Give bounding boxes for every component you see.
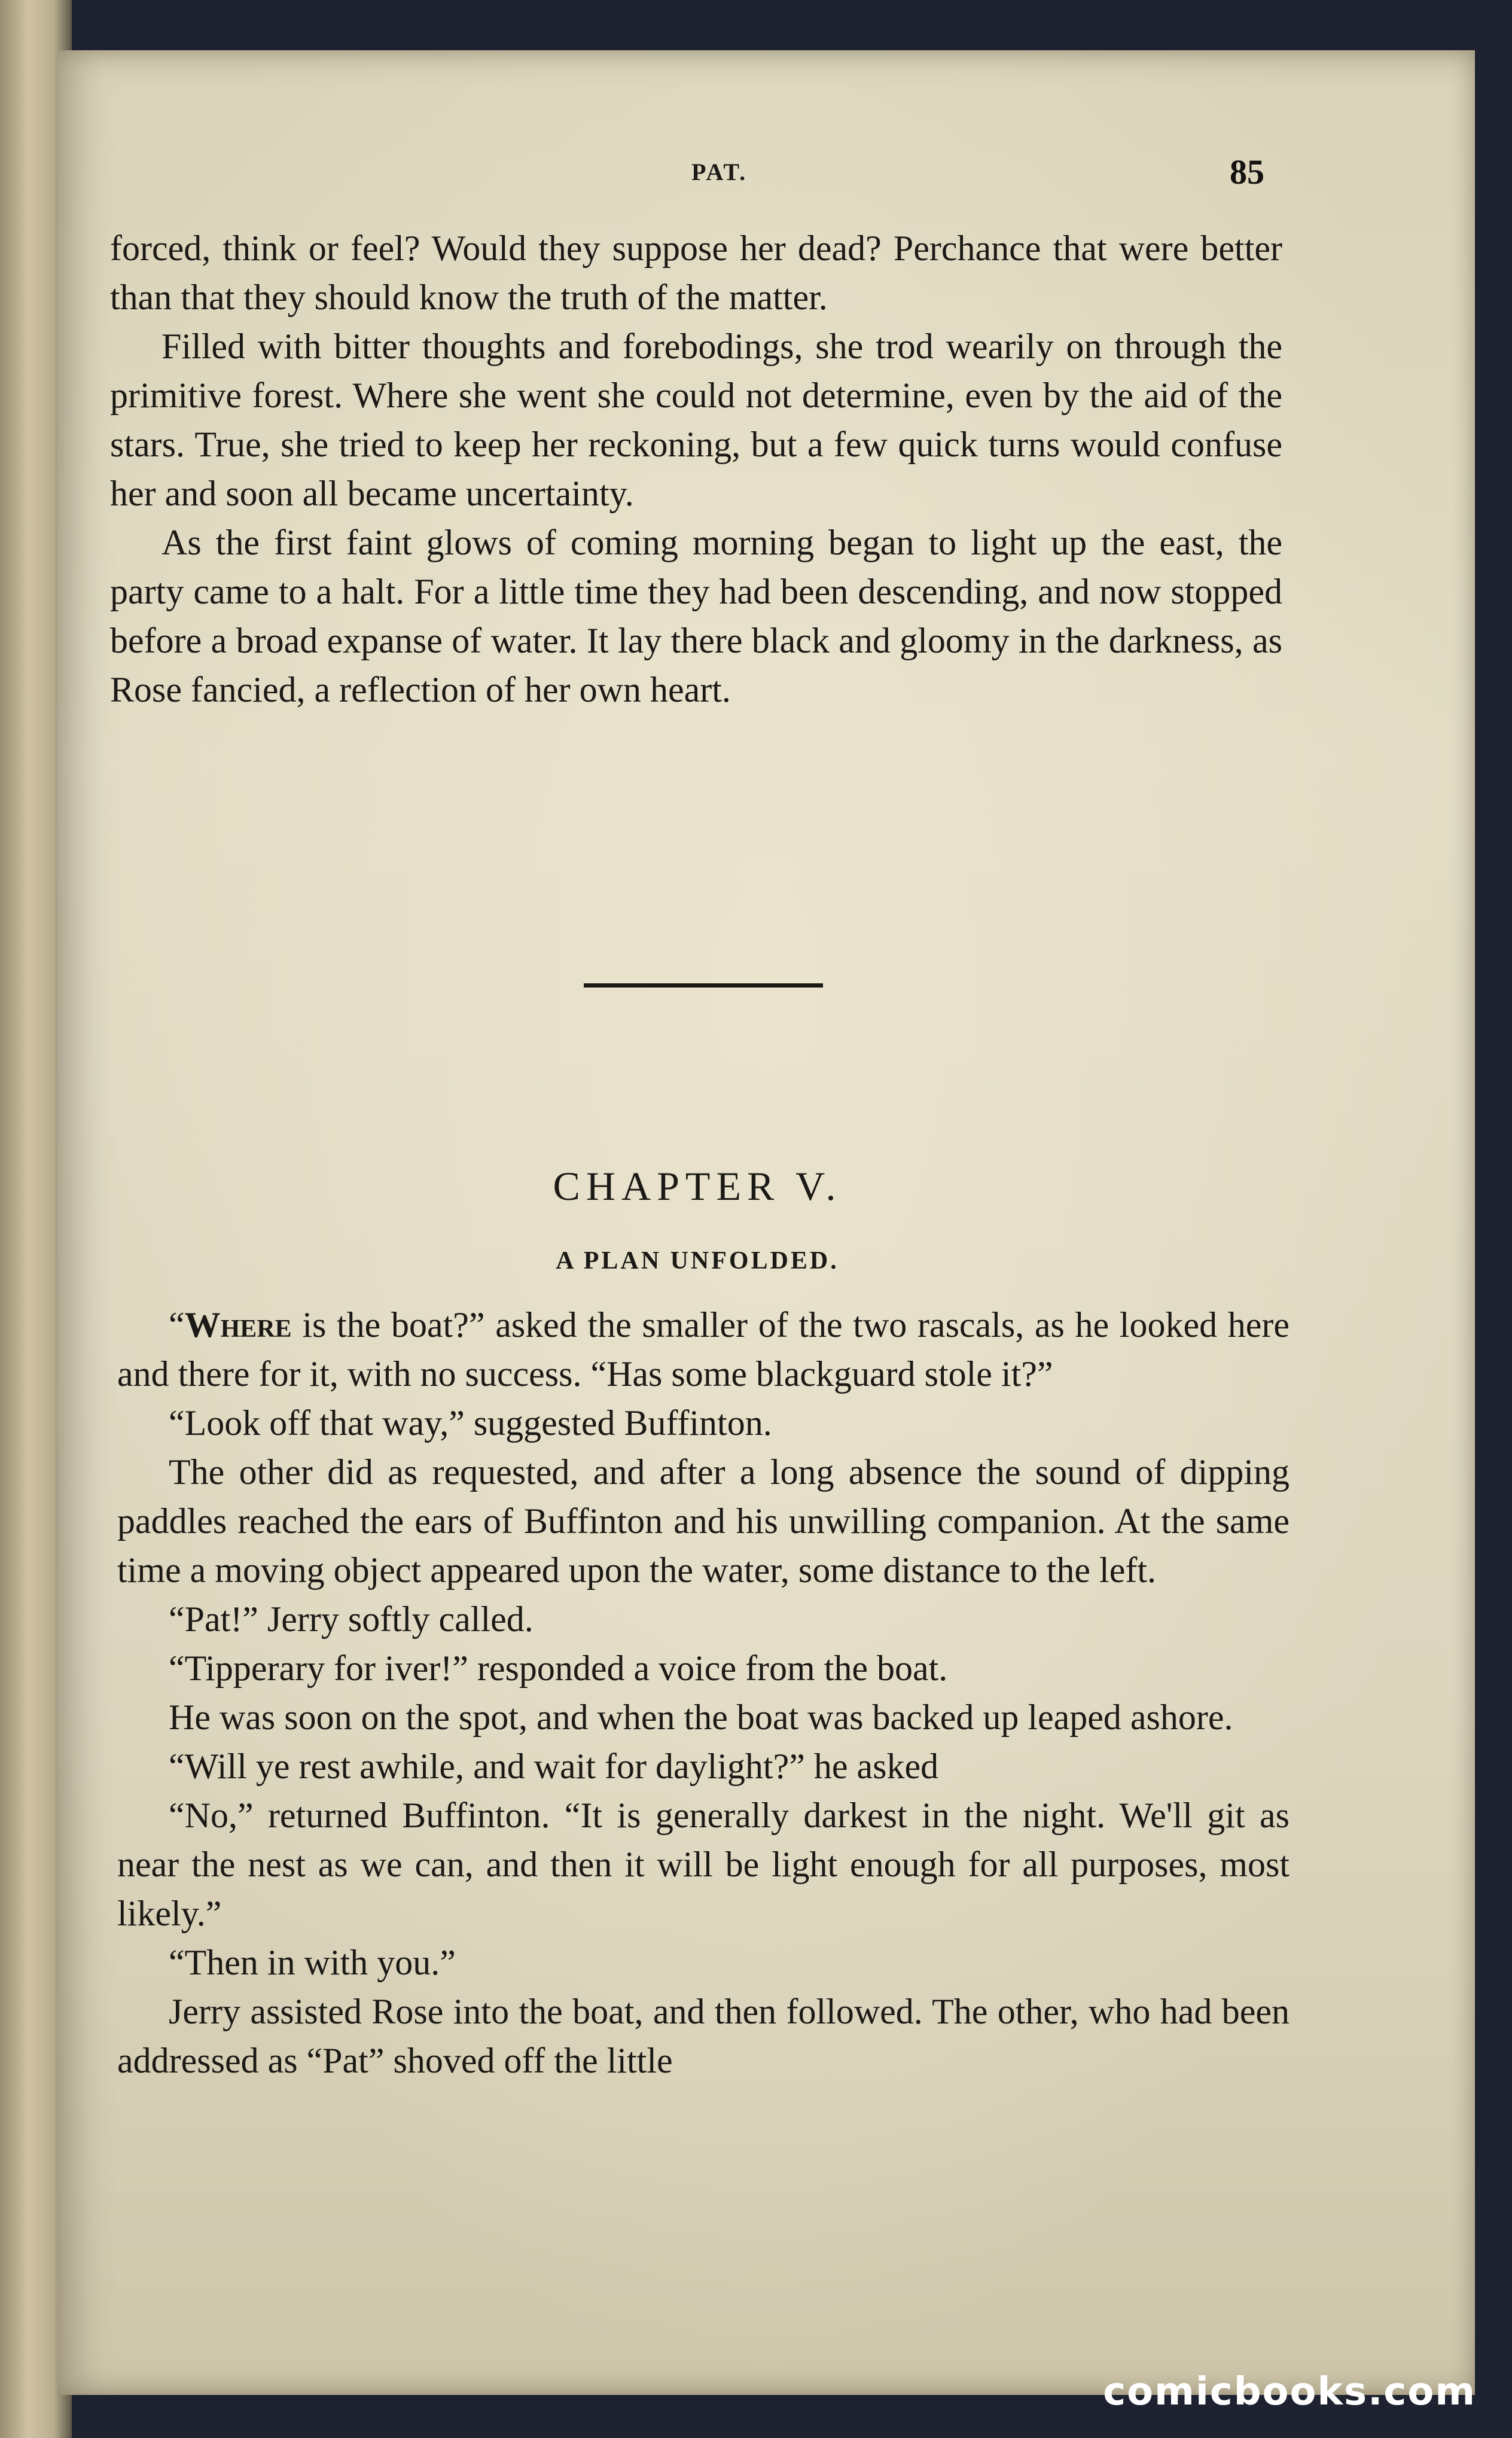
page-number: 85 [1230,153,1264,191]
paragraph: “Look off that way,” suggested Buffinton. [169,1403,772,1443]
paragraph-rest: is the boat?” asked the smaller of the two rascals, as he looked here and there for it, with no success. “Has some blackguard stole it?” [117,1305,1290,1394]
text-block-bottom [117,1300,1290,2085]
paragraph: “Tipperary for iver!” responded a voice from the boat. [169,1648,948,1688]
open-quote: “ [169,1305,185,1345]
section-divider [584,983,823,988]
paragraph: He was soon on the spot, and when the boat was backed up leaped ashore. [169,1698,1233,1737]
paragraph: forced, think or feel? Would they suppose her dead? Perchance that were better than that they should know the truth of the matter. [110,228,1282,317]
watermark: comicbooks.com [1103,2370,1476,2414]
paragraph: Filled with bitter thoughts and forebodings, she trod wearily on through the primitive forest. Where she went she could not determine, even by the aid of the stars. True, she tried to keep her reckoning, but a few quick turns would confuse her and soon all became uncertainty. [110,327,1282,513]
text-block-top [110,224,1282,714]
paragraph [117,1300,1290,1398]
lead-word: Where [184,1305,292,1345]
paragraph: “Then in with you.” [169,1943,456,1982]
chapter-title: CHAPTER V. [553,1163,842,1209]
paragraph: As the first faint glows of coming morning began to light up the east, the party came to a halt. For a little time they had been descending, and now stopped before a broad expanse of water. It lay there black and gloomy in the darkness, as Rose fancied, a reflection of her own heart. [110,523,1282,709]
paragraph: The other did as requested, and after a long absence the sound of dipping paddles reached the ears of Buffinton and his unwilling companion. At the same time a moving object appeared upon the water, some distance to the left. [117,1452,1290,1590]
paragraph: “Pat!” Jerry softly called. [169,1599,534,1639]
running-title: PAT. [691,159,748,185]
running-head [57,140,1475,194]
paragraph: Jerry assisted Rose into the boat, and then followed. The other, who had been addressed as “Pat” shoved off the little [117,1992,1290,2080]
book-page [57,50,1475,2395]
chapter-subtitle: A PLAN UNFOLDED. [556,1247,839,1275]
paragraph: “Will ye rest awhile, and wait for daylight?” he asked [169,1747,939,1786]
paragraph: “No,” returned Buffinton. “It is generally darkest in the night. We'll git as near the nest as we can, and then it will be light enough for all purposes, most likely.” [117,1796,1290,1933]
